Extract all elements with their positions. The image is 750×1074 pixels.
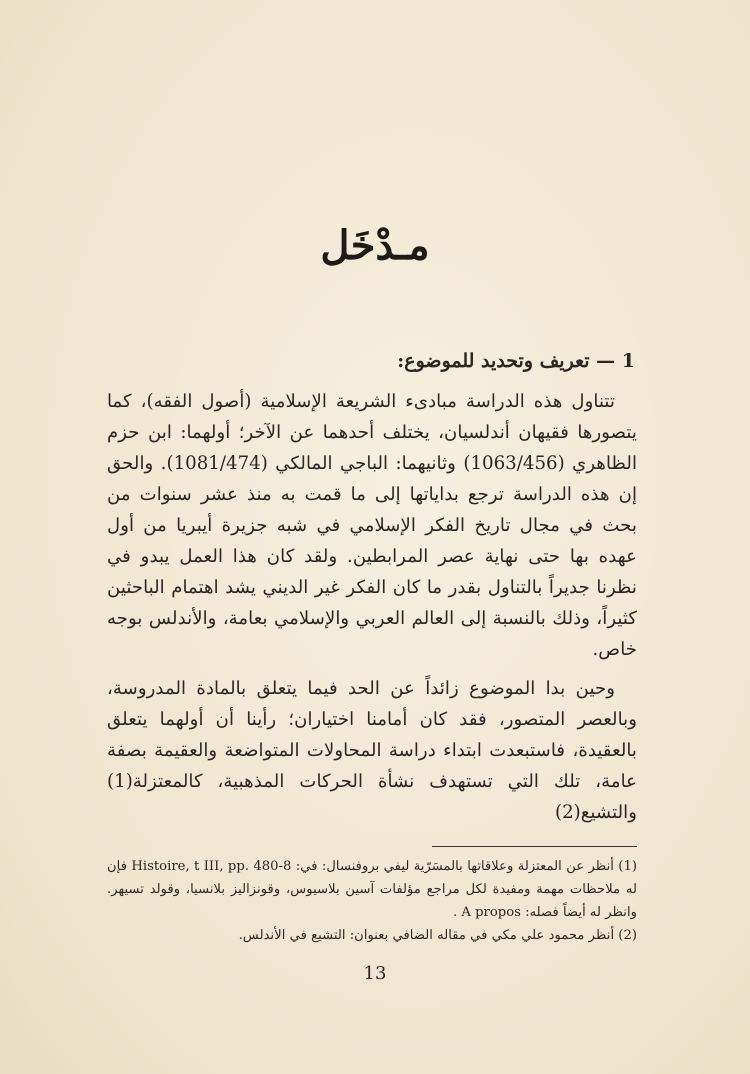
footnote-divider: [432, 846, 637, 847]
footnote-2: (2) أنظر محمود علي مكي في مقاله الضافي بعنوان: التشيع في الأندلس.: [238, 928, 637, 943]
section-heading: 1 — تعريف وتحديد للموضوع:: [397, 350, 635, 372]
chapter-title: مـدْخَل: [320, 222, 430, 269]
paragraph-1: تتناول هذه الدراسة مبادىء الشريعة الإسلامية (أصول الفقه)، كما يتصورها فقيهان أندلسيان، يختلف أحدهما عن الآخر؛ أولهما: ابن حزم الظاهري (1063/456) وثانيهما: الباجي المالكي (1081/474). والحق إن هذه الدراسة ترجع بداياتها إلى ما قمت به منذ عشر سنوات من بحث في مجال تاريخ الفكر الإسلامي في شبه جزيرة أيبريا من أول عهده بها حتى نهاية عصر المرابطين. ولقد كان هذا العمل يبدو في نظرنا جديراً بالتناول بقدر ما كان الفكر غير الديني يشد اهتمام الباحثين كثيراً، وذلك بالنسبة إلى العالم العربي والإسلامي بعامة، والأندلس بوجه خاص.: [107, 391, 638, 660]
body-text: [107, 386, 637, 828]
page-number: 13: [363, 963, 387, 984]
footnotes: [107, 855, 637, 947]
footnote-1: (1) أنظر عن المعتزلة وعلاقاتها بالمسَرّية ليفي بروفنسال: في: Histoire, t III, pp. 480-8 فإن له ملاحظات مهمة ومفيدة لكل مراجع مؤلفات آسين بلاسيوس، وقونزاليز بلانسيا، وقولد تسيهر. وانظر له أيضاً فصله: A propos .: [107, 859, 637, 920]
paragraph-2: وحين بدا الموضوع زائداً عن الحد فيما يتعلق بالمادة المدروسة، وبالعصر المتصور، فقد كان أمامنا اختياران؛ رأينا أن أولهما يتعلق بالعقيدة، فاستبعدت ابتداء دراسة المحاولات المتواضعة والعقيمة بصفة عامة، تلك التي تستهدف نشأة الحركات المذهبية، كالمعتزلة(1) والتشيع(2): [107, 678, 637, 823]
